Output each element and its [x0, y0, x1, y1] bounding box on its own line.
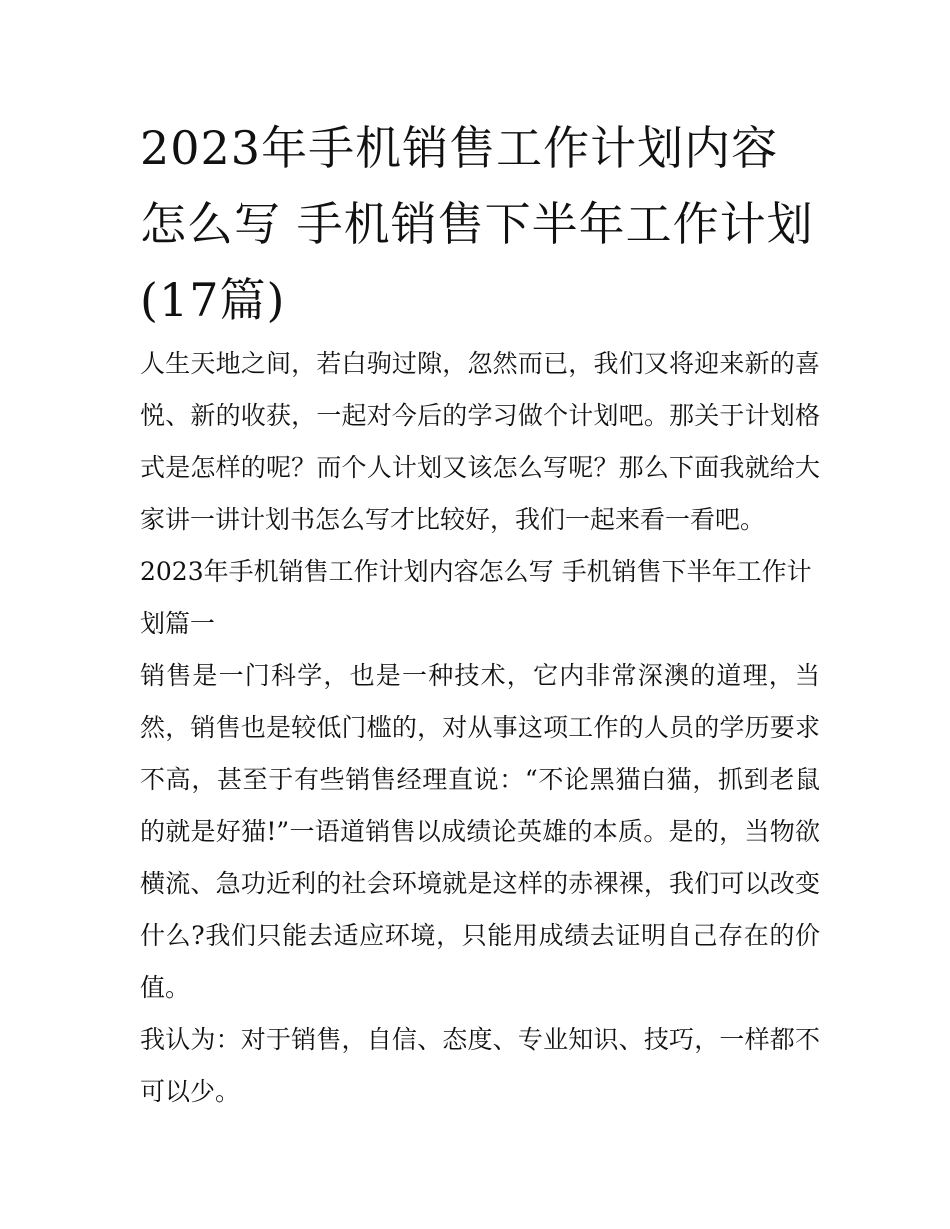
document-title: 2023年手机销售工作计划内容怎么写 手机销售下半年工作计划(17篇) — [140, 121, 814, 327]
section-heading: 2023年手机销售工作计划内容怎么写 手机销售下半年工作计划篇一 — [140, 557, 812, 638]
body-paragraph: 销售是一门科学，也是一种技术，它内非常深澳的道理，当然，销售也是较低门槛的，对从事这项工作的人员的学历要求不高，甚至于有些销售经理直说：“不论黑猫白猫，抓到老鼠的就是好猫!”一语道销售以成绩论英雄的本质。是的，当物欲横流、急功近利的社会环境就是这样的赤裸裸，我们可以改变什么?我们只能去适应环境，只能用成绩去证明自己存在的价值。 — [140, 661, 820, 1002]
document-page — [140, 110, 820, 1118]
intro-paragraph: 人生天地之间，若白驹过隙，忽然而已，我们又将迎来新的喜悦、新的收获，一起对今后的学习做个计划吧。那关于计划格式是怎样的呢？而个人计划又该怎么写呢？那么下面我就给大家讲一讲计划书怎么写才比较好，我们一起来看一看吧。 — [140, 349, 820, 534]
body-paragraph: 我认为：对于销售，自信、态度、专业知识、技巧，一样都不可以少。 — [140, 1025, 820, 1106]
